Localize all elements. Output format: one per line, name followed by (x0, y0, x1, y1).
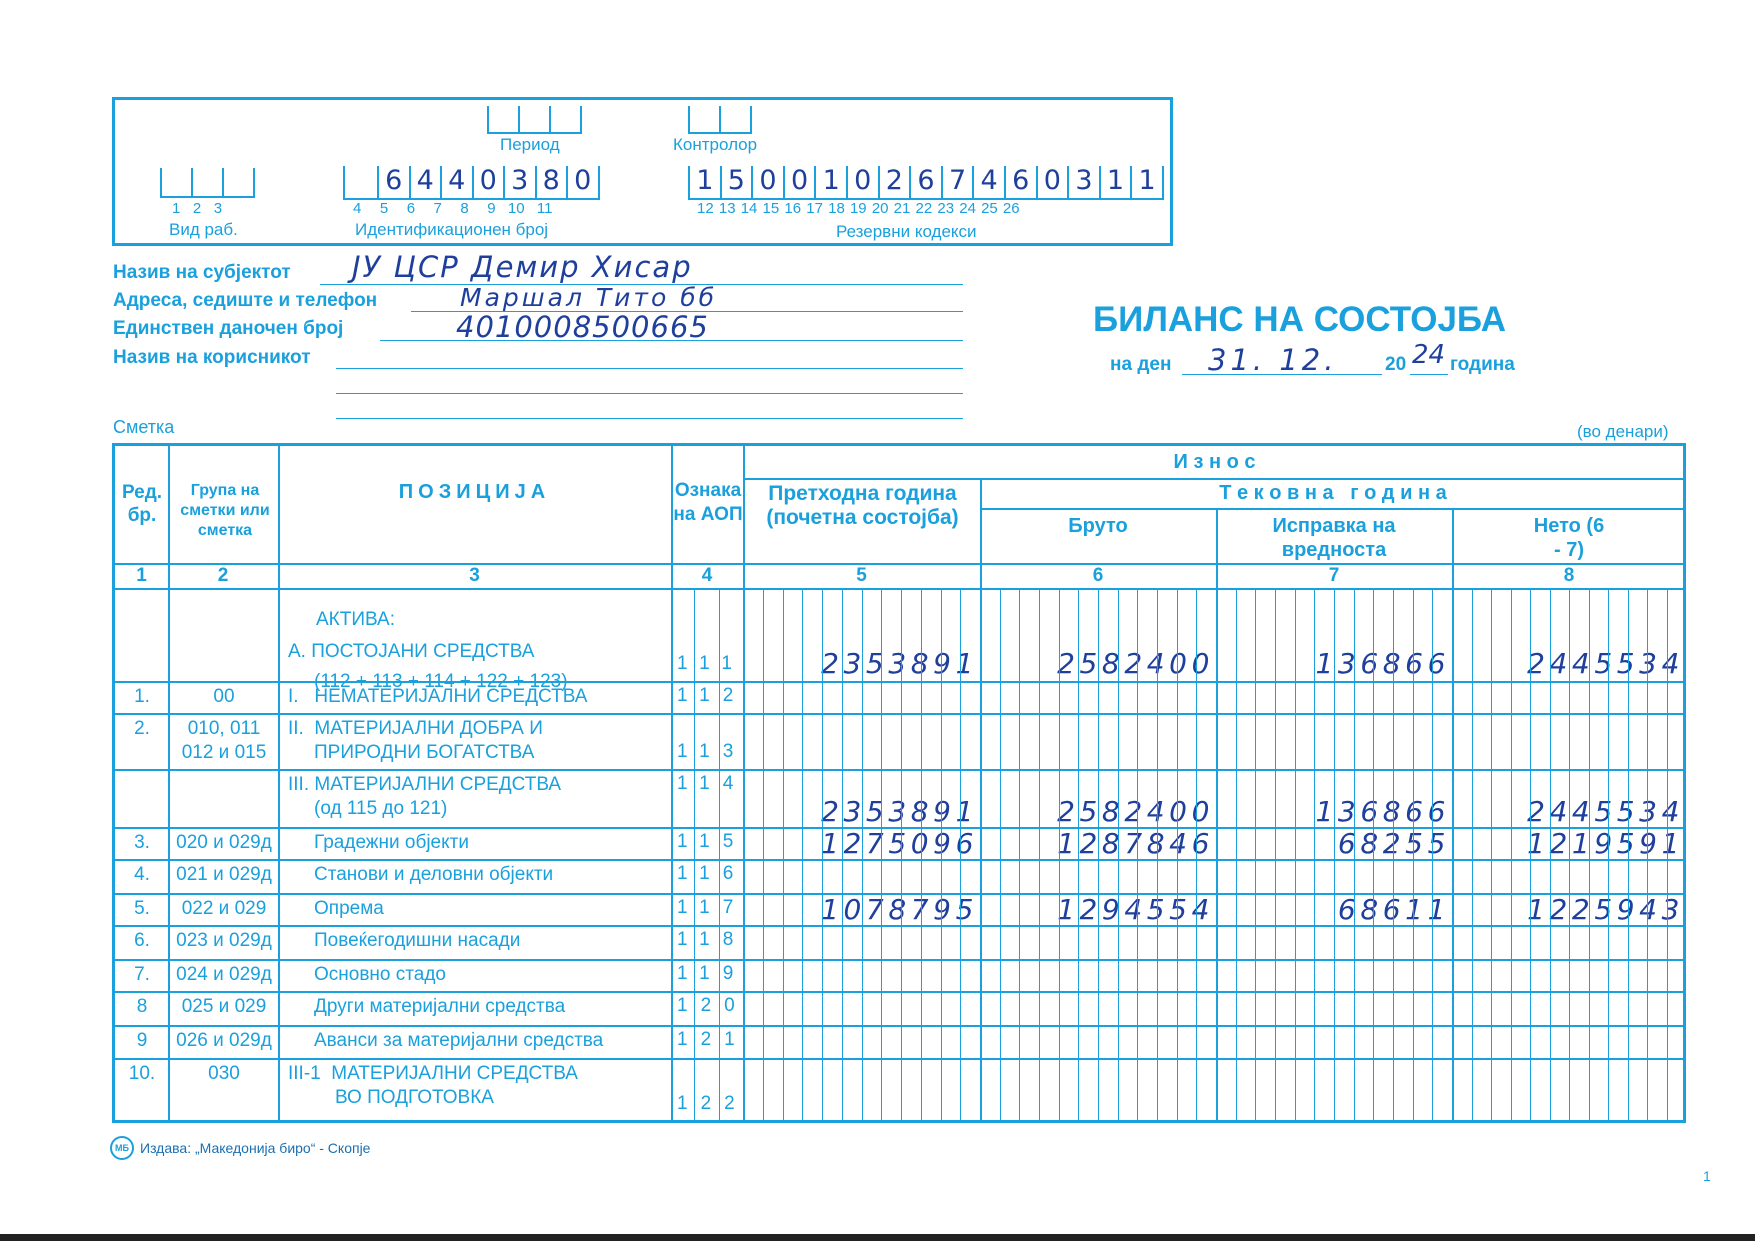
publisher-logo-text: МБ (115, 1143, 129, 1153)
row-position: III. МАТЕРИЈАЛНИ СРЕДСТВА (288, 774, 562, 795)
period-label: Период (500, 135, 560, 154)
user-name-label: Назив на корисникот (113, 347, 311, 368)
tax-number-label: Единствен даночен број (113, 318, 344, 339)
row-aop: 115 (677, 831, 747, 852)
row-aop: 122 (677, 1093, 748, 1114)
row-aop: 119 (677, 963, 747, 984)
code-digit[interactable]: 1 (814, 166, 846, 198)
controller-label: Контролор (673, 135, 758, 154)
reserve-label: Резервни кодекси (836, 222, 977, 241)
code-digit[interactable]: 5 (720, 166, 752, 198)
row-value-neto[interactable]: 2445534 (1527, 795, 1684, 828)
year-prefix: 20 (1385, 354, 1407, 375)
row-group: 030 (208, 1063, 240, 1084)
row-aop: 114 (677, 773, 747, 794)
row-number: 2. (134, 718, 150, 739)
col-header-iznos: И з н о с (1173, 451, 1256, 473)
row-number: 7. (134, 964, 150, 985)
tax-number-value[interactable]: 4010008500665 (456, 310, 709, 344)
code-digit[interactable]: 6 (377, 166, 409, 198)
row-position: (од 115 до 121) (314, 798, 448, 819)
row-position: Други материјални средства (314, 996, 566, 1017)
row-position: I. НЕМАТЕРИЈАЛНИ СРЕДСТВА (288, 686, 588, 707)
code-digit[interactable]: 2 (878, 166, 910, 198)
row-aop: 117 (677, 897, 747, 918)
row-value-bruto[interactable]: 2582400 (1057, 795, 1214, 828)
column-number: 2 (217, 565, 229, 586)
row-group: 025 и 029 (181, 996, 267, 1017)
col-header-prev-year: Претходна година (почетна состојба) (766, 482, 959, 529)
row-aop: 121 (677, 1029, 748, 1050)
code-digit-empty[interactable] (343, 166, 377, 198)
balance-table (112, 443, 1686, 1123)
row-position: ПРИРОДНИ БОГАТСТВА (314, 742, 535, 763)
row-position: III-1 МАТЕРИЈАЛНИ СРЕДСТВА (288, 1063, 578, 1084)
col-header-group: Група на сметки или сметка (180, 482, 270, 539)
row-value-bruto[interactable]: 2582400 (1057, 647, 1214, 680)
code-digit[interactable]: 3 (1067, 166, 1099, 198)
reserve-numbers: 12 13 14 15 16 17 18 19 20 21 22 23 24 25 26 (697, 200, 1020, 217)
document-title: БИЛАНС НА СОСТОЈБА (1093, 300, 1507, 339)
row-aop: 111 (677, 653, 745, 674)
id-numbers: 4 5 6 7 8 9 10 11 (353, 200, 553, 217)
period-boxes[interactable] (487, 106, 582, 134)
reserve-code-boxes[interactable] (688, 166, 1164, 200)
row-position: А. ПОСТОЈАНИ СРЕДСТВА (288, 641, 535, 662)
row-aop: 120 (677, 995, 748, 1016)
row-value-prev[interactable]: 2353891 (821, 647, 978, 680)
row-group: 012 и 015 (181, 742, 267, 763)
row-position: Опрема (314, 898, 384, 919)
code-digit[interactable]: 0 (751, 166, 783, 198)
publisher-text: Издава: „Македонија биро“ - Скопје (140, 1140, 371, 1156)
code-digit[interactable]: 0 (472, 166, 504, 198)
page-number: 1 (1703, 1168, 1711, 1184)
row-value-prev[interactable]: 1078795 (821, 893, 978, 926)
id-number-boxes[interactable] (343, 166, 600, 200)
year-value[interactable]: 24 (1412, 340, 1446, 370)
subject-name-value[interactable]: ЈУ ЦСР Демир Хисар (352, 250, 693, 284)
column-number: 6 (1092, 565, 1104, 586)
row-value-ispr[interactable]: 136866 (1315, 795, 1450, 828)
row-number: 5. (134, 898, 150, 919)
row-value-neto[interactable]: 1219591 (1527, 827, 1684, 860)
row-value-neto[interactable]: 2445534 (1527, 647, 1684, 680)
row-position: АКТИВА: (316, 609, 395, 630)
publisher-logo (110, 1136, 134, 1160)
code-digit[interactable]: 0 (783, 166, 815, 198)
row-value-ispr[interactable]: 136866 (1315, 647, 1450, 680)
col-header-ispravka: Исправка на вредноста (1272, 515, 1396, 561)
row-group: 020 и 029д (176, 832, 272, 853)
code-digit[interactable]: 4 (440, 166, 472, 198)
code-digit[interactable]: 6 (909, 166, 941, 198)
row-number: 10. (128, 1063, 156, 1084)
row-aop: 113 (677, 741, 747, 762)
row-aop: 116 (677, 863, 747, 884)
row-position: Градежни објекти (314, 832, 469, 853)
row-group: 00 (213, 686, 235, 707)
account-label: Сметка (113, 417, 175, 437)
row-number: 4. (134, 864, 150, 885)
code-digit[interactable]: 0 (846, 166, 878, 198)
address-value[interactable]: Маршал Тито бб (460, 283, 718, 312)
code-digit[interactable]: 1 (1099, 166, 1131, 198)
col-header-neto: Нето (6 - 7) (1533, 515, 1605, 561)
row-group: 022 и 029 (181, 898, 267, 919)
row-aop: 112 (677, 685, 747, 706)
controller-boxes[interactable] (688, 106, 752, 134)
col-header-bruto: Бруто (1068, 515, 1128, 537)
row-value-prev[interactable]: 1275096 (821, 827, 978, 860)
code-digit[interactable]: 1 (1130, 166, 1164, 198)
row-value-prev[interactable]: 2353891 (821, 795, 978, 828)
vid-rab-numbers: 1 2 3 (172, 200, 223, 217)
scan-edge (0, 1234, 1755, 1241)
code-digit[interactable]: 7 (941, 166, 973, 198)
row-position: Повеќегодишни насади (314, 930, 521, 951)
code-digit[interactable]: 6 (1004, 166, 1036, 198)
row-group: 026 и 029д (176, 1030, 272, 1051)
row-number: 6. (134, 930, 150, 951)
column-number: 7 (1328, 565, 1340, 586)
row-position: II. МАТЕРИЈАЛНИ ДОБРА И (288, 718, 543, 739)
col-header-current-year: Т е к о в н а г о д и н а (1219, 482, 1447, 504)
column-number: 1 (136, 565, 147, 586)
col-header-rb: Ред. бр. (121, 482, 163, 526)
row-value-bruto[interactable]: 1294554 (1057, 893, 1214, 926)
column-number: 5 (856, 565, 867, 586)
row-group: 024 и 029д (176, 964, 272, 985)
id-label: Идентификационен број (355, 220, 549, 239)
row-value-ispr[interactable]: 68255 (1337, 827, 1450, 860)
vid-rab-boxes[interactable] (160, 168, 255, 198)
code-digit[interactable]: 0 (1036, 166, 1068, 198)
row-group: 023 и 029д (176, 930, 272, 951)
row-group: 010, 011 (187, 718, 261, 739)
code-digit[interactable]: 4 (972, 166, 1004, 198)
row-position: Аванси за материјални средства (314, 1030, 604, 1051)
code-digit[interactable]: 0 (566, 166, 600, 198)
code-digit[interactable]: 3 (503, 166, 535, 198)
currency-note: (во денари) (1577, 422, 1669, 441)
column-number: 4 (701, 565, 713, 586)
row-group: 021 и 029д (176, 864, 272, 885)
row-number: 8 (136, 996, 148, 1017)
col-header-position: ПОЗИЦИЈА (398, 481, 551, 503)
year-suffix: година (1450, 354, 1515, 375)
code-digit[interactable]: 4 (409, 166, 441, 198)
row-position: (112 + 113 + 114 + 122 + 123) (314, 671, 568, 692)
date-value[interactable]: 31. 12. (1208, 343, 1338, 377)
row-position: Станови и деловни објекти (314, 864, 554, 885)
row-value-neto[interactable]: 1225943 (1527, 893, 1684, 926)
subject-name-label: Назив на субјектот (113, 262, 291, 283)
row-number: 9 (136, 1030, 148, 1051)
code-digit[interactable]: 8 (535, 166, 567, 198)
vid-rab-label: Вид раб. (169, 220, 238, 239)
row-aop: 118 (677, 929, 747, 950)
row-number: 1. (134, 686, 150, 707)
date-prefix: на ден (1110, 354, 1172, 375)
address-label: Адреса, седиште и телефон (113, 290, 378, 311)
row-value-bruto[interactable]: 1287846 (1057, 827, 1214, 860)
row-position: Основно стадо (314, 964, 446, 985)
column-number: 3 (469, 565, 480, 586)
code-digit[interactable]: 1 (688, 166, 720, 198)
column-number: 8 (1563, 565, 1575, 586)
row-value-ispr[interactable]: 68611 (1337, 893, 1450, 926)
col-header-aop: Ознака на АОП (673, 480, 743, 525)
row-number: 3. (134, 832, 150, 853)
row-position: ВО ПОДГОТОВКА (335, 1087, 494, 1108)
